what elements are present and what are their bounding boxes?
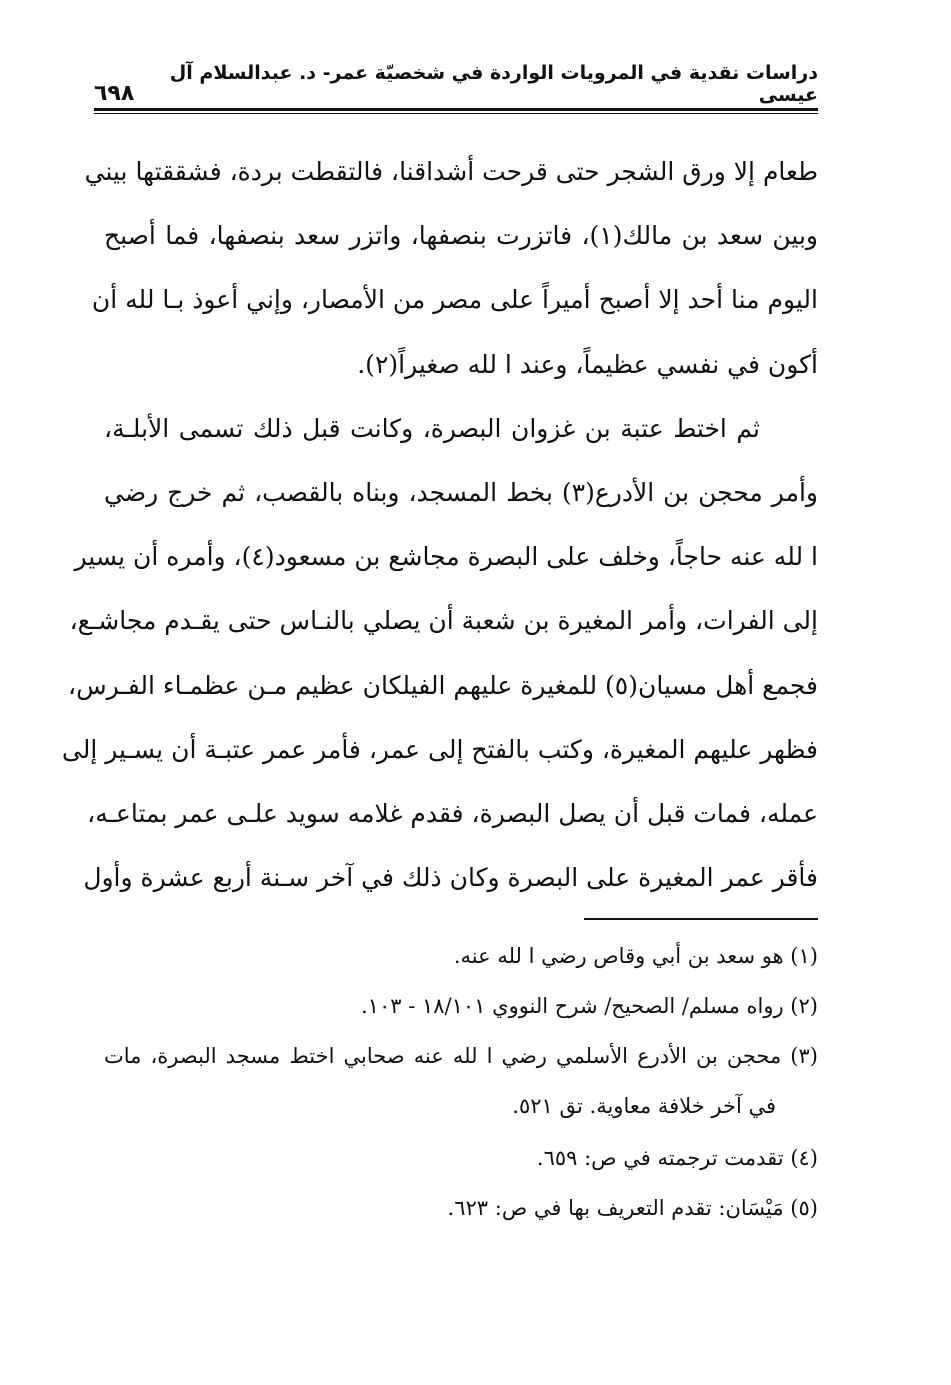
text-line: وبين سعد بن مالك(١)، فاتزرت بنصفها، واتزر سعد بنصفها، فما أصبح	[104, 221, 819, 251]
header-rule-thin	[94, 113, 818, 114]
text-line: ا لله عنه حاجاً، وخلف على البصرة مجاشع بن مسعود(٤)، وأمره أن يسير	[74, 542, 818, 572]
text-line: إلى الفرات، وأمر المغيرة بن شعبة أن يصلي بالنـاس حتى يقـدم مجاشـع،	[69, 606, 818, 636]
text-line: أكون في نفسي عظيماً، وعند ا لله صغيراً(٢).	[357, 349, 818, 379]
footnote-separator	[584, 918, 818, 920]
main-text	[61, 140, 819, 910]
text-line: ثم اختط عتبة بن غزوان البصرة، وكانت قبل ذلك تسمى الأبلـة،	[104, 413, 760, 443]
text-line: فأقر عمر المغيرة على البصرة وكان ذلك في آخر سـنة أربع عشرة وأول	[83, 863, 818, 893]
page-number: ٦٩٨	[94, 81, 135, 106]
footnotes	[104, 934, 818, 1236]
footnote: (٢) رواه مسلم/ الصحيح/ شرح النووي ١٨/١٠١ - ١٠٣.	[360, 994, 818, 1018]
text-line: اليوم منا أحد إلا أصبح أميراً على مصر من الأمصار، وإني أعوذ بـا لله أن	[91, 285, 818, 315]
footnote: (٥) مَيْسَان: تقدم التعريف بها في ص: ٦٢٣.	[447, 1196, 818, 1220]
footnote: (٤) تقدمت ترجمته في ص: ٦٥٩.	[536, 1146, 818, 1170]
footnote: (٣) محجن بن الأدرع الأسلمي رضي ا لله عنه صحابي اختط مسجد البصرة، مات	[104, 1044, 818, 1068]
running-header	[94, 62, 818, 106]
text-line: طعام إلا ورق الشجر حتى قرحت أشداقنا، فالتقطت بردة، فشققتها بيني	[84, 157, 818, 186]
header-title: دراسات نقدية في المرويات الواردة في شخصيّة عمر- د. عبدالسلام آل عيسى	[169, 62, 818, 106]
footnote: (١) هو سعد بن أبي وقاص رضي ا لله عنه.	[453, 944, 818, 968]
text-line: فجمع أهل مسيان(٥) للمغيرة عليهم الفيلكان عظيم مـن عظمـاء الفـرس،	[68, 670, 818, 700]
text-line: وأمر محجن بن الأدرع(٣) بخط المسجد، وبناه بالقصب، ثم خرج رضي	[104, 477, 819, 507]
text-line: عمله، فمات قبل أن يصل البصرة، فقدم غلامه سويد علـى عمر بمتاعـه،	[87, 798, 818, 828]
header-rule	[94, 108, 818, 111]
footnote-continuation: في آخر خلافة معاوية. تق ٥٢١.	[512, 1094, 776, 1118]
text-line: فظهر عليهم المغيرة، وكتب بالفتح إلى عمر، فأمر عمر عتبـة أن يسـير إلى	[61, 734, 818, 764]
